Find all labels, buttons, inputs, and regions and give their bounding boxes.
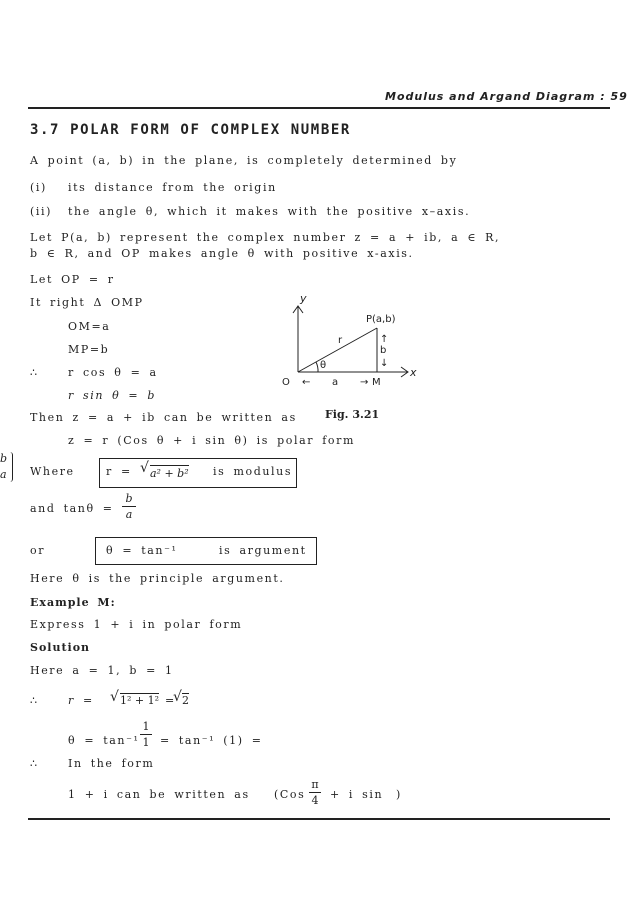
item1-number: (i) [30,181,47,194]
let-line-2: b ∈ R, and OP makes angle θ with positive x-axis. [30,247,414,260]
let-line-1: Let P(a, b) represent the complex number z = a + ib, a ∈ R, [30,231,501,244]
argument-label: is argument [219,544,307,557]
polar-form-line: z = r (Cos θ + i sin θ) is polar form [68,434,355,447]
om-line: OM=a [68,320,111,333]
example-therefore-2: ∴ [30,757,39,770]
item2-text: the angle θ, which it makes with the positive x–axis. [68,205,471,218]
pi-fraction [309,778,321,807]
example-theta-equation: θ = tan⁻¹ [68,734,140,747]
item2-number: (ii) [30,205,53,218]
example-here-line: Here a = 1, b = 1 [30,664,174,677]
example-r-equation: r = [68,694,94,707]
figure-caption: Fig. 3.21 [325,408,380,421]
theta-arc [316,362,318,372]
sin-part: + i sin [330,788,384,801]
pi-numerator: π [311,778,319,791]
example-fraction [140,720,152,749]
margin-fragment-bottom: a [0,468,7,481]
label-x: x [410,366,417,379]
margin-paren [10,452,13,482]
sqrt-sign-icon: √ [140,460,149,476]
example-theta-result: = tan⁻¹ (1) = [160,734,263,747]
sqrt-sign-icon-3: √ [173,689,182,705]
example-r-expression: 1² + 1² [120,694,160,707]
margin-fragment-top: b [0,452,8,465]
arrow-up-b: ↑ [380,334,389,345]
label-M: M [372,377,381,388]
example-fraction-bar [140,734,152,735]
modulus-expression: a² + b² [150,467,189,480]
example-fraction-denominator: 1 [142,736,150,749]
running-head: Modulus and Argand Diagram : 59 [385,90,628,103]
example-fraction-numerator: 1 [142,720,150,733]
section-title: 3.7 POLAR FORM OF COMPLEX NUMBER [30,122,351,138]
example-heading: Example M: [30,596,116,609]
modulus-label: is modulus [213,465,293,478]
fraction-bar [122,506,136,507]
therefore-symbol: ∴ [30,366,39,379]
label-theta: θ [320,360,327,371]
tan-denominator: a [125,508,133,521]
cos-part: (Cos [274,788,306,801]
then-line: Then z = a + ib can be written as [30,411,297,424]
written-as-line: 1 + i can be written as [68,788,250,801]
tan-fraction [122,492,136,521]
arrow-left-a: ← [302,377,311,388]
header-rule [28,107,610,109]
label-r: r [338,335,343,346]
label-b: b [380,345,387,356]
solution-heading: Solution [30,641,91,654]
label-a: a [332,377,339,388]
right-triangle-line: It right Δ OMP [30,296,144,309]
mp-line: MP=b [68,343,110,356]
footer-rule [28,818,610,820]
label-O: O [282,377,290,388]
arrow-right-a: → [360,377,369,388]
item1-text: its distance from the origin [68,181,277,194]
example-r-value: 2 [182,694,189,707]
where-label: Where [30,465,75,478]
rcos-line: r cos θ = a [68,366,158,379]
principle-argument-line: Here θ is the principle argument. [30,572,285,585]
figure-3-21 [270,288,430,428]
example-prompt: Express 1 + i in polar form [30,618,243,631]
or-label: or [30,544,46,557]
modulus-equation: r = [106,465,132,478]
sqrt-sign-icon-2: √ [110,689,119,705]
rsin-line: r sin θ = b [68,389,156,402]
let-op-line: Let OP = r [30,273,115,286]
and-tan-line: and tanθ = [30,502,114,515]
pi-denominator: 4 [311,794,319,807]
pi-fraction-bar [309,792,321,793]
example-r-equals: = [165,694,175,707]
arrow-down-b: ↓ [380,358,389,369]
label-y: y [300,292,307,305]
argument-equation: θ = tan⁻¹ [106,544,178,557]
tan-numerator: b [125,492,133,505]
example-therefore-1: ∴ [30,694,39,707]
intro-line: A point (a, b) in the plane, is completely determined by [30,154,458,167]
label-P: P(a,b) [366,314,396,325]
close-paren: ) [396,788,402,801]
in-the-form-line: In the form [68,757,155,770]
